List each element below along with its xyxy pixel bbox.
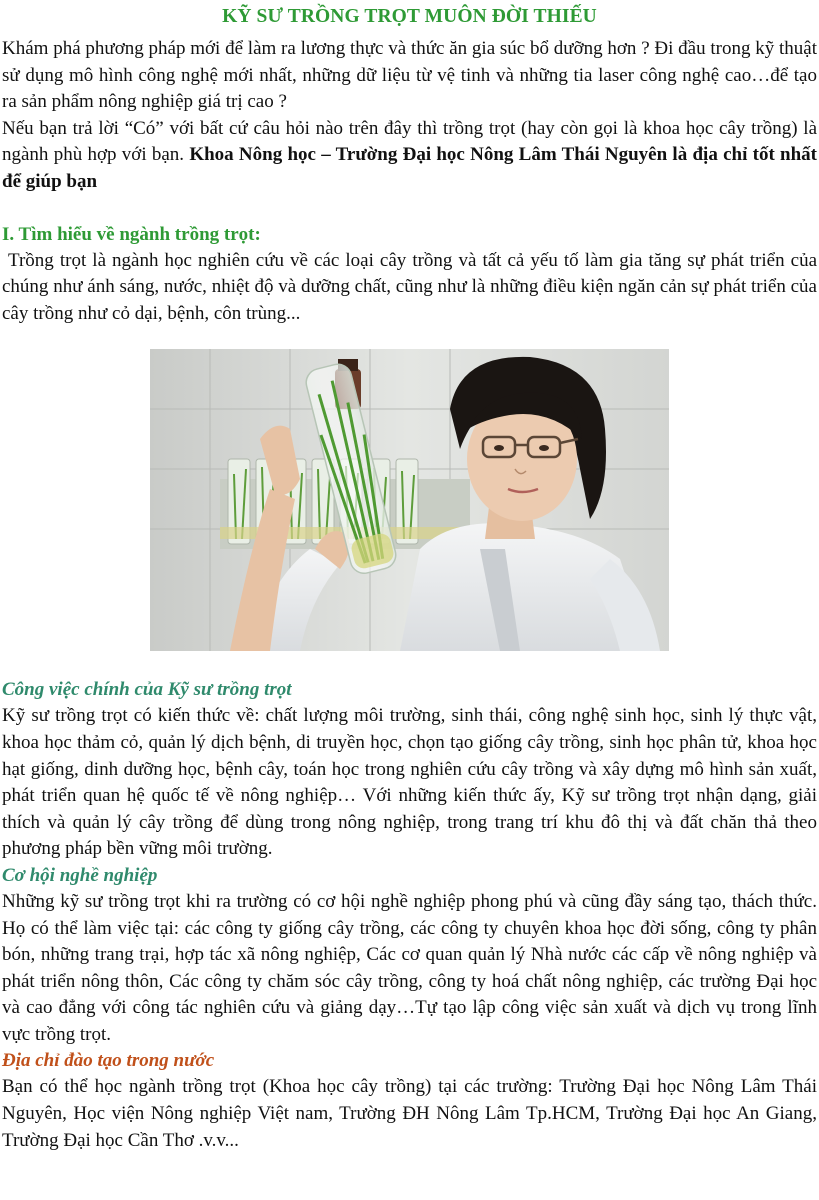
work-body: Kỹ sư trồng trọt có kiến thức về: chất lượng môi trường, sinh thái, công nghệ sinh học, sinh lý thực vật, khoa học thảm cỏ, quản lý dịch bệnh, di truyền học, chọn tạo giống cây trồng, sinh học phân tử, khoa học hạt giống, dinh dưỡng học, bệnh cây, toán học trong nghiên cứu cây trồng và xây dựng mô hình sản xuất, phát triển quan hệ quốc tế về nông nghiệp… Với những kiến thức ấy, Kỹ sư trồng trọt nhận dạng, giải thích và quản lý cây trồng để dùng trong nông nghiệp, trong trang trí khu đô thị và đất chăn thả theo phương pháp bền vững môi trường. bbox=[2, 705, 817, 860]
intro-paragraph-2 bbox=[2, 116, 817, 196]
section-1-heading: I. Tìm hiểu về ngành trồng trọt: bbox=[2, 223, 261, 245]
intro-paragraph-1: Khám phá phương pháp mới để làm ra lương thực và thức ăn gia súc bổ dưỡng hơn ? Đi đầu trong kỹ thuật sử dụng mô hình công nghệ mới nhất, những dữ liệu từ vệ tinh và những tia laser công nghệ cao…để tạo ra sản phẩm nông nghiệp giá trị cao ? bbox=[2, 38, 817, 113]
work-heading: Công việc chính của Kỹ sư trồng trọt bbox=[2, 679, 292, 701]
section-1-body bbox=[2, 248, 817, 328]
section-1-body-text: Trồng trọt là ngành học nghiên cứu về các loại cây trồng và tất cả yếu tố làm gia tăng sự phát triển của chúng như ánh sáng, nước, nhiệt độ và dưỡng chất, cũng như là những điều kiện ngăn cản sự phát triển của cây trồng như cỏ dại, bệnh, côn trùng... bbox=[2, 249, 817, 324]
scientist-photo bbox=[150, 349, 669, 651]
career-body: Những kỹ sư trồng trọt khi ra trường có cơ hội nghề nghiệp phong phú và cũng đầy sáng tạo, thách thức. Họ có thể làm việc tại: các công ty giống cây trồng, các công ty chuyên khoa học đời sống, công ty phân bón, những trang trại, hợp tác xã nông nghiệp, Các cơ quan quản lý Nhà nước các cấp về nông nghiệp và phát triển nông thôn, Các công ty chăm sóc cây trồng, công ty hoá chất nông nghiệp, các trường Đại học và cao đẳng với công tác nghiên cứu và giảng dạy…Tự tạo lập công việc sản xuất và dịch vụ trong lĩnh vực trồng trọt. bbox=[2, 890, 817, 1045]
training-heading: Địa chỉ đào tạo trong nước bbox=[2, 1050, 215, 1072]
training-body: Bạn có thể học ngành trồng trọt (Khoa học cây trồng) tại các trường: Trường Đại học Nông Lâm Thái Nguyên, Học viện Nông nghiệp Việt nam, Trường ĐH Nông Lâm Tp.HCM, Trường Đại học An Giang, Trường Đại học Cần Thơ .v.v... bbox=[2, 1076, 817, 1151]
intro-paragraph-2-text: Nếu bạn trả lời “Có” với bất cứ câu hỏi nào trên đây thì trồng trọt (hay còn gọi là khoa học cây trồng) là ngành phù hợp với bạn. bbox=[2, 117, 817, 166]
intro-paragraph-2-bold: Khoa Nông học – Trường Đại học Nông Lâm Thái Nguyên là địa chỉ tốt nhất để giúp bạn bbox=[2, 144, 817, 192]
page-title: KỸ SƯ TRỒNG TRỌT MUÔN ĐỜI THIẾU bbox=[222, 6, 597, 27]
career-heading: Cơ hội nghề nghiệp bbox=[2, 864, 158, 886]
scientist-with-plant-tubes-photo-icon bbox=[150, 349, 669, 651]
